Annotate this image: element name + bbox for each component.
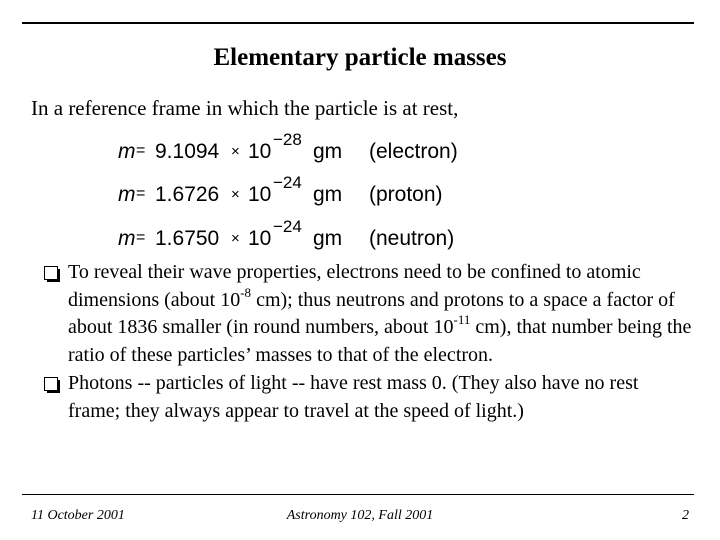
mantissa: 1.6726 xyxy=(155,183,220,206)
exponent-superscript: -8 xyxy=(240,284,252,300)
checkbox-bullet-icon xyxy=(44,377,58,391)
slide-title: Elementary particle masses xyxy=(213,44,507,71)
mantissa: 1.6750 xyxy=(155,227,220,250)
bullet-list xyxy=(42,259,692,425)
exponent-superscript: -11 xyxy=(453,312,471,327)
bullet-item-wave-properties xyxy=(42,259,692,369)
bullet-text-part: cm), that number being the ratio of these particles’ masses to that of the electron. xyxy=(68,316,692,366)
bullet-text-part: To reveal their wave properties, electrons need to be confined to atomic dimensions (about 10 xyxy=(68,261,641,311)
exponent: −24 xyxy=(273,217,302,236)
bullet-item-photons xyxy=(42,370,692,425)
footer-page-number: 2 xyxy=(682,508,689,523)
mass-symbol: m xyxy=(118,183,136,206)
footer-course: Astronomy 102, Fall 2001 xyxy=(286,508,434,523)
mass-symbol: m xyxy=(118,140,136,163)
checkbox-bullet-icon xyxy=(44,266,58,280)
equals-sign: = xyxy=(136,229,146,246)
unit: gm xyxy=(313,140,343,163)
base: 10 xyxy=(248,227,272,250)
particle-name: (proton) xyxy=(369,183,443,206)
mantissa: 9.1094 xyxy=(155,140,220,163)
times-sign: × xyxy=(231,186,240,203)
top-rule xyxy=(22,22,694,24)
times-sign: × xyxy=(231,143,240,160)
particle-name: (electron) xyxy=(369,140,458,163)
base: 10 xyxy=(248,140,272,163)
footer-date: 11 October 2001 xyxy=(31,508,125,523)
bottom-rule xyxy=(22,494,694,495)
bullet-text-part: cm); thus neutrons and protons to a space a factor of about 1836 smaller (in round numbers, about 10 xyxy=(68,288,675,338)
bullet-text: Photons -- particles of light -- have rest mass 0. (They also have no rest frame; they always appear to travel at the speed of light.) xyxy=(68,372,639,422)
unit: gm xyxy=(313,227,343,250)
times-sign: × xyxy=(231,230,240,247)
equals-sign: = xyxy=(136,142,146,159)
exponent: −24 xyxy=(273,173,302,192)
particle-name: (neutron) xyxy=(369,227,455,250)
base: 10 xyxy=(248,183,272,206)
equals-sign: = xyxy=(136,185,146,202)
intro-text: In a reference frame in which the particle is at rest, xyxy=(31,96,459,120)
unit: gm xyxy=(313,183,343,206)
mass-symbol: m xyxy=(118,227,136,250)
exponent: −28 xyxy=(273,130,302,149)
